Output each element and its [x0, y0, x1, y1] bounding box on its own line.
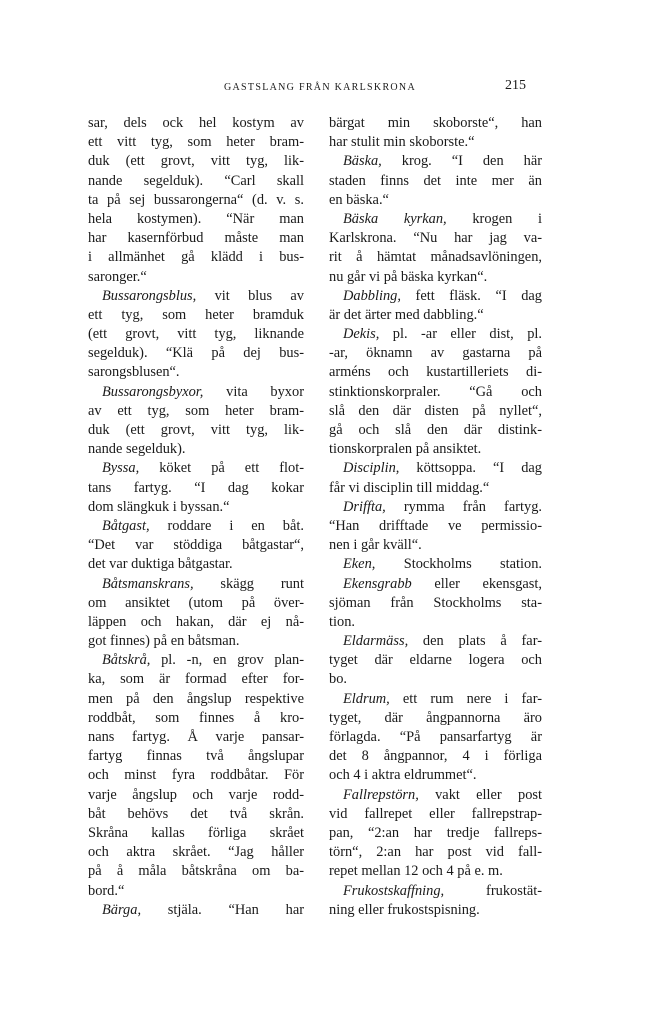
- line-text: köttsoppa. “I dag: [399, 460, 542, 477]
- text-line: [329, 843, 542, 862]
- text-line: [88, 440, 304, 459]
- text-line: [88, 613, 304, 632]
- line-text: en bäska.“: [329, 191, 389, 208]
- entry-headword: Fallrepstörn,: [343, 786, 419, 803]
- page-number: 215: [505, 78, 526, 93]
- right-column: [329, 114, 542, 920]
- text-line: [329, 440, 542, 459]
- text-line: [329, 421, 542, 440]
- entry-headword: Båtgast,: [102, 517, 150, 534]
- text-line: [88, 536, 304, 555]
- entry-headword: Dabbling,: [343, 287, 401, 304]
- line-text: duk (ett grovt, vitt tyg, lik-: [88, 153, 304, 170]
- line-text: dom slängkuk i byssan.“: [88, 498, 230, 515]
- text-line: [329, 229, 542, 248]
- entry-start-line: [88, 901, 304, 920]
- text-line: [329, 306, 542, 325]
- line-text: har kasernförbud måste man: [88, 230, 304, 247]
- line-text: är det ärter med dabbling.“: [329, 306, 484, 323]
- text-line: [329, 402, 542, 421]
- line-text: läppen och hakan, där ej nå-: [88, 613, 304, 630]
- text-line: [88, 191, 304, 210]
- line-text: nande segelduk).: [88, 441, 186, 458]
- line-text: tyget, där ångpannorna äro: [329, 709, 542, 726]
- text-line: [329, 479, 542, 498]
- text-line: [329, 248, 542, 267]
- text-line: [88, 862, 304, 881]
- text-line: [88, 114, 304, 133]
- line-text: krogen i: [446, 210, 542, 227]
- text-line: [88, 306, 304, 325]
- entry-headword: Ekensgrabb: [343, 575, 412, 592]
- text-line: [88, 229, 304, 248]
- entry-start-line: [329, 152, 542, 171]
- line-text: saronger.“: [88, 268, 147, 285]
- line-text: sjöman från Stockholms sta-: [329, 594, 542, 611]
- entry-headword: Båtskrå,: [102, 652, 151, 669]
- text-line: [329, 114, 542, 133]
- line-text: ning eller frukostspisning.: [329, 901, 480, 918]
- text-line: [88, 248, 304, 267]
- line-text: vit blus av: [196, 287, 304, 304]
- line-text: roddare i en båt.: [149, 517, 304, 534]
- text-line: [329, 344, 542, 363]
- line-text: om ansiktet (utom på över-: [88, 594, 304, 611]
- line-text: got finnes) på en båtsman.: [88, 633, 240, 650]
- entry-headword: Bäska,: [343, 153, 382, 170]
- entry-start-line: [329, 287, 542, 306]
- line-text: tyget där eldarne logera och: [329, 652, 542, 669]
- line-text: men på den ångslup respektive: [88, 690, 304, 707]
- text-line: [329, 363, 542, 382]
- line-text: nen i går kväll“.: [329, 537, 422, 554]
- running-title: GASTSLANG FRÅN KARLSKRONA: [224, 82, 416, 93]
- line-text: duk (ett grovt, vitt tyg, lik-: [88, 422, 304, 438]
- text-line: [88, 709, 304, 728]
- line-text: bo.: [329, 671, 347, 688]
- line-text: stinktionskorpraler. “Gå och: [329, 383, 542, 400]
- entry-headword: Bussarongsbyxor,: [102, 383, 204, 400]
- text-line: [88, 421, 304, 440]
- text-line: [88, 172, 304, 191]
- line-text: får vi disciplin till middag.“: [329, 479, 490, 496]
- text-line: [88, 325, 304, 344]
- text-line: [88, 728, 304, 747]
- text-line: [329, 536, 542, 555]
- line-text: hela kostymen). “När man: [88, 210, 304, 227]
- entry-start-line: [329, 498, 542, 517]
- line-text: tion.: [329, 613, 355, 630]
- text-line: [329, 172, 542, 191]
- entry-start-line: [329, 690, 542, 709]
- line-text: rymma från fartyg.: [385, 498, 542, 515]
- text-line: [329, 133, 542, 152]
- line-text: vita byxor: [203, 383, 304, 400]
- line-text: fett fläsk. “I dag: [400, 287, 542, 304]
- text-line: [88, 766, 304, 785]
- line-text: repet mellan 12 och 4 på e. m.: [329, 863, 503, 880]
- text-line: [88, 152, 304, 171]
- text-line: [88, 632, 304, 651]
- text-line: [88, 344, 304, 363]
- line-text: har stulit min skoborste.“: [329, 134, 475, 151]
- line-text: stjäla. “Han har: [141, 901, 304, 918]
- line-text: det 8 ångpannor, 4 i förliga: [329, 748, 542, 765]
- left-column: [88, 114, 304, 920]
- entry-start-line: [88, 517, 304, 536]
- entry-start-line: [329, 786, 542, 805]
- entry-start-line: [329, 325, 542, 344]
- line-text: Skråna kallas förliga skrået: [88, 824, 304, 841]
- entry-headword: Eken,: [343, 556, 376, 573]
- line-text: -ar, öknamn av gastarna på: [329, 345, 542, 362]
- line-text: det var duktiga båtgastar.: [88, 556, 233, 573]
- line-text: eller ekensgast,: [411, 575, 542, 592]
- line-text: segelduk). “Klä på dej bus-: [88, 345, 304, 362]
- line-text: av ett tyg, som heter bram-: [88, 402, 304, 419]
- text-line: [88, 210, 304, 229]
- entry-start-line: [329, 882, 542, 901]
- line-text: gå och slå den där distink-: [329, 422, 542, 438]
- text-line: [329, 901, 542, 920]
- entry-headword: Dekis,: [343, 326, 380, 343]
- text-line: [329, 766, 542, 785]
- line-text: ett vitt tyg, som heter bram-: [88, 134, 304, 151]
- entry-headword: Eldrum,: [343, 690, 390, 707]
- text-line: [88, 824, 304, 843]
- line-text: törn“, 2:an har post vid fall-: [329, 844, 542, 861]
- text-line: [88, 805, 304, 824]
- line-text: förlagda. “På pansarfartyg är: [329, 729, 542, 745]
- line-text: ta på sej bussarongerna“ (d. v. s.: [88, 191, 304, 208]
- line-text: staden finns det inte mer än: [329, 172, 542, 189]
- entry-start-line: [88, 575, 304, 594]
- line-text: bord.“: [88, 882, 125, 899]
- entry-headword: Bäska kyrkan,: [343, 210, 447, 227]
- text-line: [329, 824, 542, 843]
- entry-start-line: [329, 632, 542, 651]
- page-header: [0, 78, 672, 98]
- line-text: båt behövs det två skrån.: [88, 805, 304, 822]
- text-line: [329, 191, 542, 210]
- line-text: pan, “2:an har tredje fallreps-: [329, 824, 542, 841]
- line-text: i allmänhet gå klädd i bus-: [88, 249, 304, 266]
- line-text: fartyg finnas två ångslupar: [88, 748, 304, 765]
- text-line: [329, 268, 542, 287]
- line-text: varje ångslup och varje rodd-: [88, 786, 304, 803]
- line-text: på å måla båtskråna om ba-: [88, 863, 304, 880]
- text-line: [329, 594, 542, 613]
- line-text: (ett grovt, vitt tyg, liknande: [88, 326, 304, 343]
- entry-headword: Bussarongsblus,: [102, 287, 197, 304]
- text-line: [88, 786, 304, 805]
- line-text: den plats å far-: [408, 633, 542, 650]
- text-line: [329, 747, 542, 766]
- entry-start-line: [329, 575, 542, 594]
- text-line: [88, 670, 304, 689]
- text-line: [329, 862, 542, 881]
- line-text: arméns och kustartilleriets di-: [329, 364, 542, 381]
- line-text: “Han drifftade ve permissio-: [329, 517, 542, 534]
- line-text: ett tyg, som heter bramduk: [88, 306, 304, 323]
- entry-start-line: [329, 459, 542, 478]
- line-text: tans fartyg. “I dag kokar: [88, 479, 304, 496]
- text-line: [88, 690, 304, 709]
- text-line: [88, 594, 304, 613]
- line-text: Karlskrona. “Nu har jag va-: [329, 230, 542, 247]
- entry-start-line: [88, 287, 304, 306]
- text-line: [88, 268, 304, 287]
- text-line: [329, 383, 542, 402]
- line-text: vakt eller post: [418, 786, 542, 803]
- text-line: [329, 709, 542, 728]
- entry-start-line: [329, 210, 542, 229]
- entry-headword: Eldarmäss,: [343, 633, 409, 650]
- text-line: [329, 651, 542, 670]
- entry-headword: Båtsmanskrans,: [102, 575, 194, 592]
- line-text: och aktra skrået. “Jag håller: [88, 844, 304, 861]
- text-line: [329, 728, 542, 747]
- line-text: roddbåt, som finnes å kro-: [88, 709, 304, 726]
- line-text: pl. -ar eller dist, pl.: [379, 326, 542, 343]
- text-line: [88, 555, 304, 574]
- line-text: sar, dels ock hel kostym av: [88, 115, 304, 131]
- text-line: [329, 805, 542, 824]
- line-text: frukostät-: [444, 882, 542, 899]
- text-line: [329, 517, 542, 536]
- text-line: [88, 363, 304, 382]
- line-text: tionskorpralen på ansiktet.: [329, 441, 482, 458]
- line-text: nande segelduk). “Carl skall: [88, 172, 304, 189]
- entry-start-line: [88, 651, 304, 670]
- line-text: bärgat min skoborste“, han: [329, 115, 542, 131]
- entry-start-line: [329, 555, 542, 574]
- text-line: [329, 670, 542, 689]
- line-text: krog. “I den här: [381, 153, 542, 170]
- text-line: [88, 402, 304, 421]
- line-text: sarongsblusen“.: [88, 364, 180, 381]
- entry-headword: Frukostskaffning,: [343, 882, 445, 899]
- entry-start-line: [88, 459, 304, 478]
- line-text: och minst fyra roddbåtar. För: [88, 767, 304, 784]
- line-text: ka, som är formad efter for-: [88, 671, 304, 688]
- entry-headword: Disciplin,: [343, 460, 400, 477]
- text-line: [88, 843, 304, 862]
- line-text: pl. -n, en grov plan-: [150, 652, 304, 669]
- entry-headword: Byssa,: [102, 460, 140, 477]
- text-line: [88, 133, 304, 152]
- text-line: [88, 479, 304, 498]
- line-text: och 4 i aktra eldrummet“.: [329, 767, 477, 784]
- line-text: nans fartyg. Å varje pansar-: [88, 729, 304, 745]
- line-text: slå den där disten på nyllet“,: [329, 402, 542, 419]
- line-text: nu går vi på bäska kyrkan“.: [329, 268, 488, 285]
- text-line: [329, 613, 542, 632]
- entry-headword: Driffta,: [343, 498, 386, 515]
- line-text: skägg runt: [193, 575, 304, 592]
- line-text: köket på ett flot-: [139, 460, 304, 477]
- line-text: vid fallrepet eller fallrepstrap-: [329, 805, 542, 822]
- line-text: ett rum nere i far-: [389, 690, 542, 707]
- text-line: [88, 747, 304, 766]
- line-text: “Det var stöddiga båtgastar“,: [88, 537, 304, 554]
- line-text: rit å hämtat månadsavlöningen,: [329, 249, 542, 266]
- text-line: [88, 882, 304, 901]
- text-line: [88, 498, 304, 517]
- line-text: Stockholms station.: [375, 556, 542, 573]
- entry-start-line: [88, 383, 304, 402]
- entry-headword: Bärga,: [102, 901, 142, 918]
